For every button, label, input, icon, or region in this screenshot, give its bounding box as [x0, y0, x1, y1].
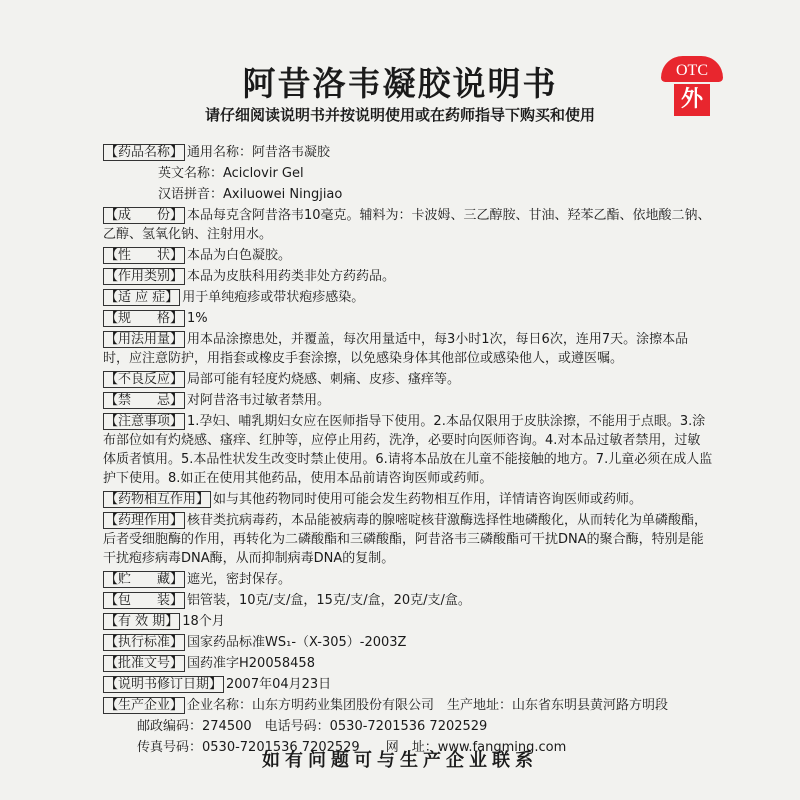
section-text: 国家药品标准WS₁-（X-305）-2003Z [187, 635, 407, 650]
section-label: 【注意事项】 [105, 414, 184, 429]
section-label: 【执行标准】 [105, 635, 184, 650]
section-precautions [103, 412, 713, 488]
section-postal-phone [103, 717, 713, 736]
document-subtitle: 请仔细阅读说明书并按说明使用或在药师指导下购买和使用 [204, 106, 595, 124]
section-text: 1% [187, 311, 208, 326]
document-title: 阿昔洛韦凝胶说明书 [242, 64, 558, 103]
section-label: 【药物相互作用】 [105, 492, 210, 507]
section-text: 对阿昔洛韦过敏者禁用。 [187, 393, 331, 408]
section-pinyin-name [103, 185, 713, 204]
section-text: 企业名称：山东方明药业集团股份有限公司 生产地址：山东省东明县黄河路方明段 [187, 698, 669, 713]
section-label: 【用法用量】 [105, 332, 184, 347]
section-manufacturer [103, 696, 713, 715]
section-label: 【贮 藏】 [105, 572, 184, 587]
section-shelf-life [103, 612, 713, 631]
section-text: 传真号码：0530-7201536 7202529 网 址：www.fangming.com [137, 740, 567, 755]
footer-contact-note: 如有问题可与生产企业联系 [262, 750, 538, 771]
section-dosage [103, 330, 713, 368]
section-standard [103, 633, 713, 652]
section-appearance [103, 246, 713, 265]
section-text: 18个月 [182, 614, 225, 629]
section-english-name [103, 164, 713, 183]
section-text: 英文名称：Aciclovir Gel [158, 166, 304, 181]
section-label: 【说明书修订日期】 [105, 677, 223, 692]
otc-badge-bottom: 外 [674, 84, 710, 116]
section-text: 如与其他药物同时使用可能会发生药物相互作用，详情请咨询医师或药师。 [213, 492, 643, 507]
section-text: 用本品涂擦患处，并覆盖，每次用量适中，每3小时1次，每日6次，连用7天。涂擦本品时，应注意防护，用指套或橡皮手套涂擦，以免感染身体其他部位或感染他人，或遵医嘱。 [103, 332, 689, 366]
section-label: 【适 应 症】 [105, 290, 179, 305]
section-label: 【规 格】 [105, 311, 184, 326]
section-text: 1.孕妇、哺乳期妇女应在医师指导下使用。2.本品仅限用于皮肤涂擦，不能用于点眼。3.涂布部位如有灼烧感、瘙痒、红肿等，应停止用药，洗净，必要时向医师咨询。4.对本品过敏者禁用，过敏体质者慎用。5.本品性状发生改变时禁止使用。6.请将本品放在儿童不能接触的地方。7.儿童必须在成人监护下使用。8.如正在使用其他药品，使用本品前请咨询医师或药师。 [103, 414, 713, 486]
section-text: 国药准字H20058458 [187, 656, 315, 671]
section-ingredients [103, 206, 713, 244]
section-indications [103, 288, 713, 307]
section-pharmacology [103, 511, 713, 568]
section-contraindications [103, 391, 713, 410]
otc-badge-top: OTC [661, 56, 723, 82]
section-label: 【有 效 期】 [105, 614, 179, 629]
section-label: 【药品名称】 [105, 145, 184, 160]
section-text: 2007年04月23日 [226, 677, 332, 692]
section-approval-number [103, 654, 713, 673]
section-text: 本品为白色凝胶。 [187, 248, 292, 263]
section-adverse-reactions [103, 370, 713, 389]
section-label: 【包 装】 [105, 593, 184, 608]
section-revision-date [103, 675, 713, 694]
section-label: 【作用类别】 [105, 269, 184, 284]
section-text: 铝管装，10克/支/盒，15克/支/盒，20克/支/盒。 [187, 593, 471, 608]
section-packaging [103, 591, 713, 610]
otc-badge [661, 56, 725, 120]
section-specification [103, 309, 713, 328]
section-text: 本品为皮肤科用药类非处方药药品。 [187, 269, 396, 284]
section-label: 【成 份】 [105, 208, 184, 223]
section-category [103, 267, 713, 286]
section-label: 【生产企业】 [105, 698, 184, 713]
section-text: 局部可能有轻度灼烧感、刺痛、皮疹、瘙痒等。 [187, 372, 461, 387]
section-text: 邮政编码：274500 电话号码：0530-7201536 7202529 [137, 719, 488, 734]
section-text: 遮光，密封保存。 [187, 572, 292, 587]
section-label: 【不良反应】 [105, 372, 184, 387]
section-text: 本品每克含阿昔洛韦10毫克。辅料为：卡波姆、三乙醇胺、甘油、羟苯乙酯、依地酸二钠、乙醇、氢氧化钠、注射用水。 [103, 208, 711, 242]
section-label: 【性 状】 [105, 248, 184, 263]
section-label: 【药理作用】 [105, 513, 184, 528]
section-text: 用于单纯疱疹或带状疱疹感染。 [182, 290, 365, 305]
section-drug-name [103, 143, 713, 162]
section-drug-interactions [103, 490, 713, 509]
instructions-body [103, 143, 713, 759]
section-label: 【批准文号】 [105, 656, 184, 671]
section-text: 汉语拼音：Axiluowei Ningjiao [158, 187, 343, 202]
section-text: 核苷类抗病毒药，本品能被病毒的腺嘧啶核苷激酶选择性地磷酸化，从而转化为单磷酸酯，后者受细胞酶的作用，再转化为二磷酸酯和三磷酸酯，阿昔洛韦三磷酸酯可干扰DNA的聚合酶，特别是能干扰疱疹病毒DNA酶，从而抑制病毒DNA的复制。 [103, 513, 708, 566]
section-text: 通用名称：阿昔洛韦凝胶 [187, 145, 331, 160]
section-label: 【禁 忌】 [105, 393, 184, 408]
section-storage [103, 570, 713, 589]
